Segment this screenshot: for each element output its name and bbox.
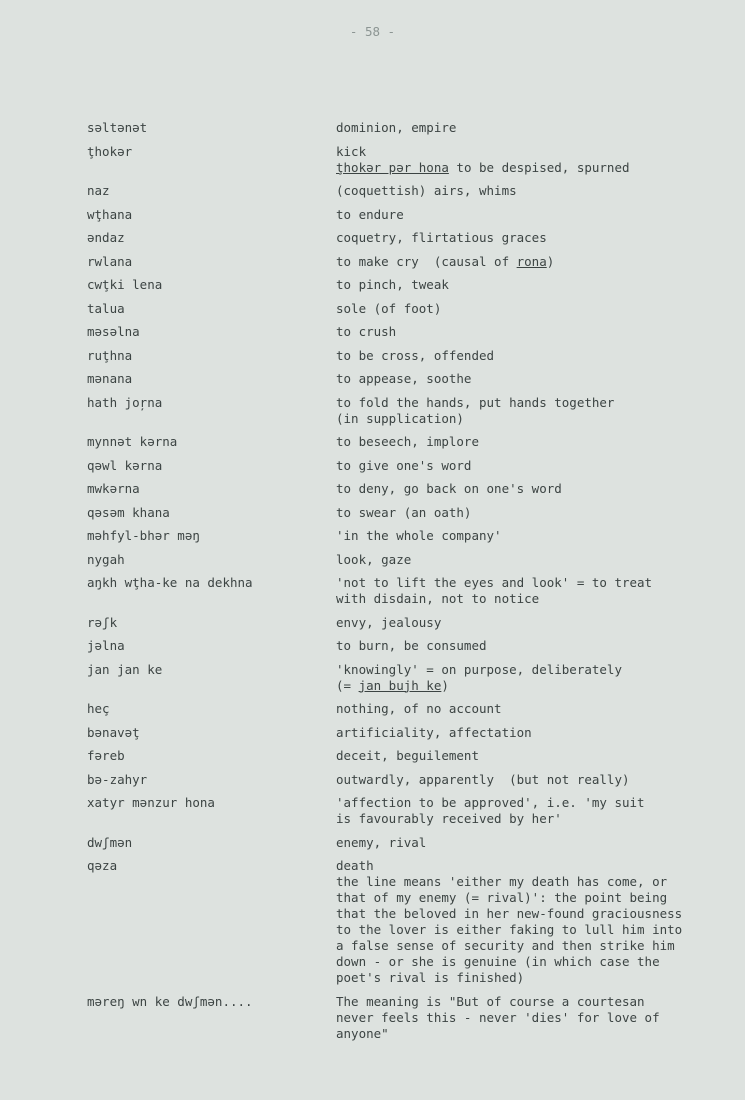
gloss-line: envy, jealousy (336, 614, 442, 630)
glossary-entry (87, 144, 727, 176)
gloss-suffix: ) (441, 677, 449, 693)
entry-term: mynnət kərna (87, 434, 178, 449)
entry-term: nygah (87, 551, 125, 567)
entry-gloss (336, 230, 721, 246)
entry-gloss (336, 505, 721, 521)
gloss-line: that the beloved in her new-found graciousness (336, 906, 683, 921)
gloss-line: (coquettish) airs, whims (336, 183, 517, 198)
glossary-entry (87, 120, 727, 136)
entry-gloss (336, 772, 721, 788)
glossary-entry (87, 858, 727, 986)
entry-term: mwkərna (87, 481, 140, 496)
glossary-entry (87, 207, 727, 223)
entry-term: naz (87, 183, 110, 198)
entry-term: bə-zahyr (87, 771, 148, 787)
glossary-entry (87, 772, 727, 788)
gloss-line: outwardly, apparently (but not really) (336, 771, 630, 787)
entry-gloss (336, 144, 721, 176)
gloss-line: to the lover is either faking to lull him into (336, 922, 683, 937)
entry-term: jəlna (87, 638, 125, 653)
entry-gloss (336, 183, 721, 199)
gloss-line: anyone" (336, 1025, 389, 1041)
gloss-line: look, gaze (336, 551, 412, 567)
entry-gloss (336, 434, 721, 450)
gloss-line: coquetry, flirtatious graces (336, 230, 547, 245)
gloss-line: to appease, soothe (336, 371, 472, 386)
glossary-entry (87, 324, 727, 340)
glossary-entry (87, 994, 727, 1042)
gloss-prefix: (= (336, 677, 359, 693)
gloss-reference: jan bujh ke (358, 677, 442, 693)
entry-term: məhfyl-bhər məŋ (87, 528, 200, 543)
glossary-entry (87, 183, 727, 199)
gloss-line: never feels this - never 'dies' for love of (336, 1009, 660, 1025)
entry-term: qəza (87, 858, 118, 873)
entry-term: xatyr mənzur hona (87, 795, 215, 810)
gloss-subentry (336, 160, 721, 176)
gloss-line: with disdain, not to notice (336, 591, 540, 606)
glossary-entry (87, 505, 727, 521)
gloss-line: kick (336, 143, 367, 159)
glossary-entry (87, 725, 727, 741)
entry-term: mənana (87, 371, 133, 386)
glossary-entry (87, 301, 727, 317)
gloss-line: to beseech, implore (336, 434, 479, 449)
glossary-entry (87, 638, 727, 654)
gloss-line: poet's rival is finished) (336, 970, 525, 985)
entry-gloss (336, 254, 721, 270)
glossary-entry (87, 615, 727, 631)
entry-term: cwţki lena (87, 277, 163, 292)
entry-term: məsəlna (87, 324, 140, 339)
entry-term: rwlana (87, 253, 133, 269)
gloss-line: to deny, go back on one's word (336, 481, 562, 496)
gloss-line: sole (of foot) (336, 300, 442, 316)
gloss-line: to fold the hands, put hands together (336, 394, 615, 410)
entry-gloss (336, 207, 721, 223)
entry-term: wţhana (87, 206, 133, 222)
gloss-line: a false sense of security and then strike him (336, 938, 675, 953)
entry-gloss (336, 458, 721, 474)
entry-gloss (336, 994, 721, 1042)
glossary-entry (87, 552, 727, 568)
gloss-tail: ) (546, 253, 555, 269)
page-number: - 58 - (349, 24, 396, 39)
entry-gloss (336, 481, 721, 497)
gloss-line: 'in the whole company' (336, 528, 502, 543)
entry-gloss (336, 301, 721, 317)
gloss-line: the line means 'either my death has come, or (336, 874, 668, 889)
entry-term: qəwl kərna (87, 457, 163, 473)
entry-term: ruţhna (87, 347, 133, 363)
entry-term: hath joŗna (87, 394, 163, 410)
glossary-entry (87, 458, 727, 474)
glossary-entry (87, 371, 727, 387)
entry-term: məreŋ wn ke dwʃmən.... (87, 993, 253, 1009)
gloss-line: to be cross, offended (336, 347, 495, 363)
gloss-line: deceit, beguilement (336, 748, 479, 763)
gloss-line: artificiality, affectation (336, 724, 532, 740)
glossary-entry (87, 528, 727, 544)
entry-gloss (336, 575, 721, 607)
entry-gloss (336, 858, 721, 986)
glossary-entry (87, 835, 727, 851)
glossary-entry (87, 348, 727, 364)
entry-term: ţhokər (87, 143, 133, 159)
entry-term: bənavəţ (87, 724, 140, 740)
gloss-line: 'not to lift the eyes and look' = to treat (336, 575, 653, 590)
gloss-line: 'knowingly' = on purpose, deliberately (336, 661, 622, 677)
gloss-line: to crush (336, 324, 397, 339)
entry-gloss (336, 552, 721, 568)
entry-term: aŋkh wţha-ke na dekhna (87, 575, 253, 590)
gloss-line: The meaning is "But of course a courtesan (336, 993, 645, 1009)
glossary-entry (87, 701, 727, 717)
gloss-line (336, 678, 721, 694)
entry-gloss (336, 701, 721, 717)
entry-term: heç (87, 701, 110, 716)
gloss-line: down - or she is genuine (in which case the (336, 954, 660, 969)
glossary-entry (87, 795, 727, 827)
entry-gloss (336, 748, 721, 764)
entry-term: jan jan ke (87, 661, 163, 677)
gloss-line: (in supplication) (336, 410, 464, 426)
entry-term: səltənət (87, 120, 148, 135)
gloss-line: to endure (336, 206, 404, 222)
entry-term: talua (87, 300, 125, 316)
entry-gloss (336, 324, 721, 340)
entry-gloss (336, 371, 721, 387)
gloss-line: to make cry (causal of rona) (336, 253, 555, 269)
gloss-reference: rona (516, 253, 547, 269)
entry-term: dwʃmən (87, 834, 133, 850)
gloss-line: to give one's word (336, 457, 472, 473)
gloss-line: is favourably received by her' (336, 811, 562, 826)
entry-gloss (336, 795, 721, 827)
gloss-line: to swear (an oath) (336, 504, 472, 520)
glossary-entry (87, 575, 727, 607)
entry-gloss (336, 528, 721, 544)
glossary-list (87, 120, 727, 1049)
gloss-line: nothing, of no account (336, 701, 502, 716)
subentry-meaning: to be despised, spurned (448, 159, 630, 175)
gloss-line: enemy, rival (336, 834, 427, 850)
glossary-entry (87, 230, 727, 246)
entry-gloss (336, 725, 721, 741)
entry-gloss (336, 638, 721, 654)
entry-gloss (336, 835, 721, 851)
gloss-line: dominion, empire (336, 120, 457, 135)
entry-term: rəʃk (87, 614, 118, 630)
entry-term: fəreb (87, 748, 125, 763)
gloss-line: that of my enemy (= rival)': the point being (336, 890, 668, 905)
entry-term: əndaz (87, 230, 125, 245)
glossary-entry (87, 748, 727, 764)
glossary-entry (87, 481, 727, 497)
entry-gloss (336, 348, 721, 364)
entry-gloss (336, 277, 721, 293)
gloss-line: 'affection to be approved', i.e. 'my suit (336, 795, 645, 810)
gloss-line: death (336, 858, 374, 873)
glossary-entry (87, 662, 727, 694)
entry-gloss (336, 662, 721, 694)
subentry-phrase: ţhokər pər hona (336, 159, 449, 175)
gloss-line: to burn, be consumed (336, 638, 487, 653)
entry-gloss (336, 120, 721, 136)
gloss-line: to pinch, tweak (336, 277, 449, 292)
glossary-entry (87, 395, 727, 427)
entry-gloss (336, 395, 721, 427)
glossary-entry (87, 434, 727, 450)
entry-term: qəsəm khana (87, 504, 170, 520)
glossary-entry (87, 277, 727, 293)
glossary-entry (87, 254, 727, 270)
entry-gloss (336, 615, 721, 631)
